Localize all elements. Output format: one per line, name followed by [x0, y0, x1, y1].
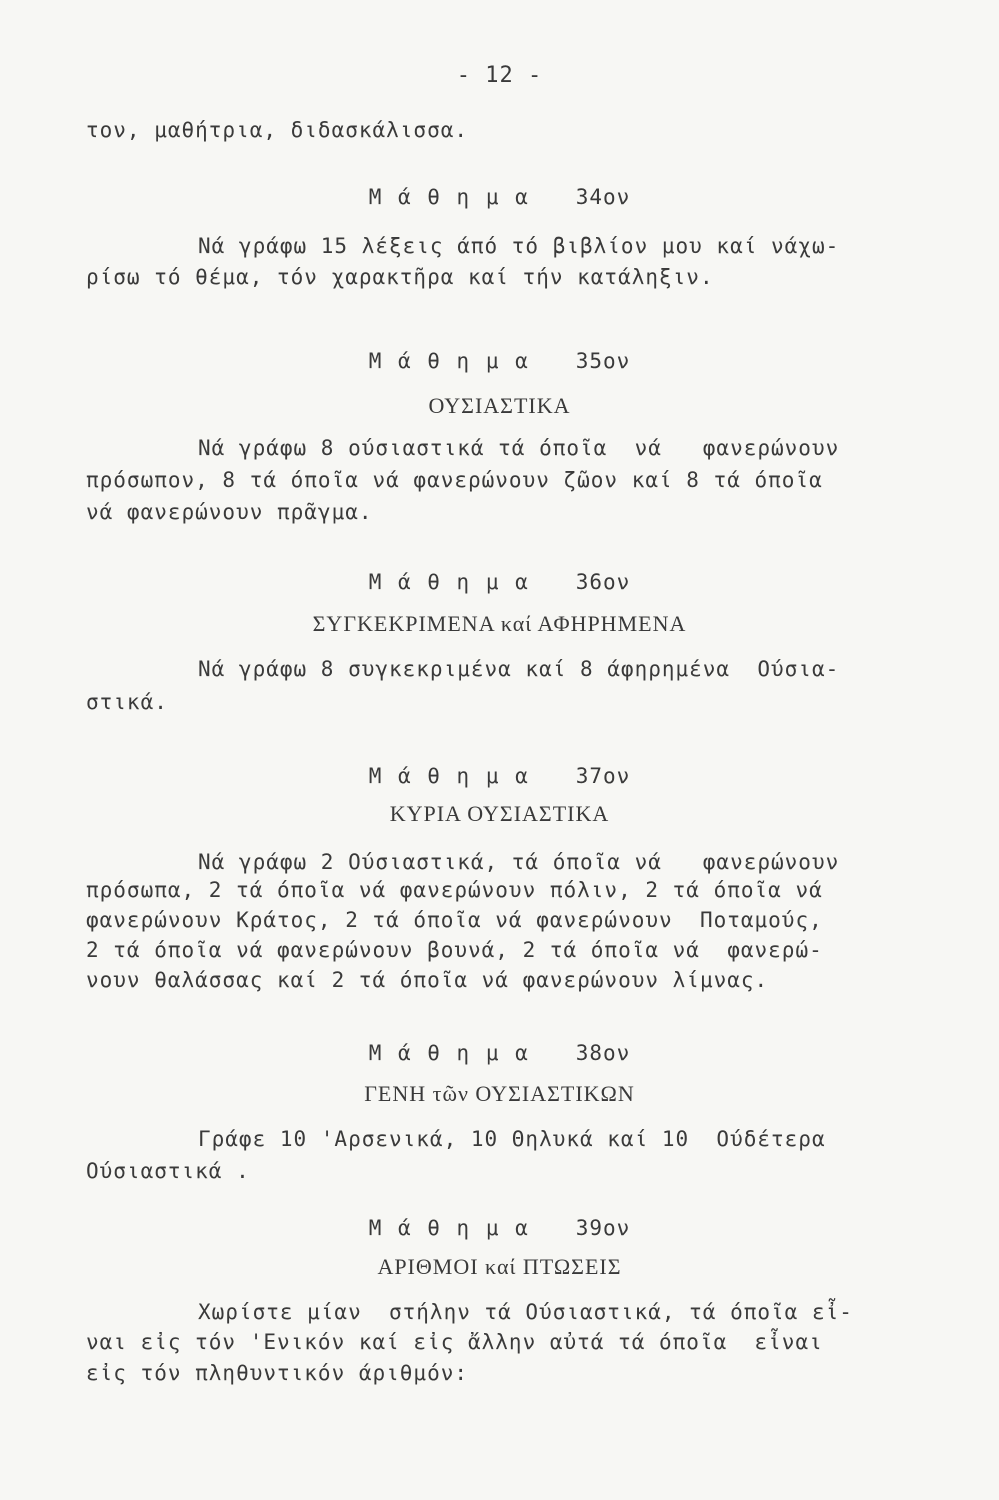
lesson-35-line-2: πρόσωπον, 8 τά όποῖα νά φανερώνουν ζῶον καί 8 τά όποῖα [86, 468, 823, 492]
lesson-37-line-5: νουν θαλάσσας καί 2 τά όποῖα νά φανερώνουν λίμνας. [86, 968, 769, 992]
lesson-37-line-4: 2 τά όποῖα νά φανερώνουν βουνά, 2 τά όποῖα νά φανερώ- [86, 938, 823, 962]
lesson-34-title: Μ ά θ η μ α 34ον [368, 185, 631, 209]
lesson-38-line-2: Ούσιαστικά . [86, 1159, 250, 1183]
lesson-39-title: Μ ά θ η μ α 39ον [368, 1216, 631, 1240]
lesson-35-line-1: Νά γράφω 8 ούσιαστικά τά όποῖα νά φανερώνουν [198, 436, 840, 460]
lesson-39-line-1: Χωρίστε μίαν στήλην τά Ούσιαστικά, τά όποῖα εἶ- [198, 1300, 853, 1324]
lesson-38-line-1: Γράφε 10 'Αρσενικά, 10 Θηλυκά καί 10 Ούδέτερα [198, 1127, 826, 1151]
lesson-36-line-1: Νά γράφω 8 συγκεκριμένα καί 8 άφηρημένα Ούσια- [198, 657, 840, 681]
lesson-34-line-2: ρίσω τό θέμα, τόν χαρακτῆρα καί τήν κατάληξιν. [86, 265, 714, 289]
lesson-39-heading: ΑΡΙΘΜΟΙ καί ΠΤΩΣΕΙΣ [377, 1254, 622, 1279]
page-number: - 12 - [456, 63, 543, 88]
lesson-37-title: Μ ά θ η μ α 37ον [368, 764, 631, 788]
intro-line: τον, μαθήτρια, διδασκάλισσα. [86, 118, 469, 142]
lesson-39-line-2: ναι εἰς τόν 'Ενικόν καί εἰς ἄλλην αὐτά τά όποῖα εἶναι [86, 1330, 823, 1354]
lesson-37-heading: ΚΥΡΙΑ ΟΥΣΙΑΣΤΙΚΑ [389, 801, 610, 826]
lesson-39-line-3: εἰς τόν πληθυντικόν άριθμόν: [86, 1361, 469, 1385]
lesson-38-title: Μ ά θ η μ α 38ον [368, 1041, 631, 1065]
lesson-36-heading: ΣΥΓΚΕΚΡΙΜΕΝΑ καί ΑΦΗΡΗΜΕΝΑ [312, 611, 687, 636]
lesson-35-heading: ΟΥΣΙΑΣΤΙΚΑ [428, 393, 571, 418]
lesson-38-heading: ΓΕΝΗ τῶν ΟΥΣΙΑΣΤΙΚΩΝ [364, 1081, 635, 1106]
lesson-37-line-3: φανερώνουν Κράτος, 2 τά όποῖα νά φανερώνουν Ποταμούς, [86, 908, 823, 932]
lesson-34-line-1: Νά γράφω 15 λέξεις άπό τό βιβλίον μου καί νάχω- [198, 234, 840, 258]
lesson-37-line-2: πρόσωπα, 2 τά όποῖα νά φανερώνουν πόλιν, 2 τά όποῖα νά [86, 878, 823, 902]
lesson-35-line-3: νά φανερώνουν πρᾶγμα. [86, 500, 373, 524]
lesson-35-title: Μ ά θ η μ α 35ον [368, 349, 631, 373]
lesson-37-line-1: Νά γράφω 2 Ούσιαστικά, τά όποῖα νά φανερώνουν [198, 850, 840, 874]
lesson-36-title: Μ ά θ η μ α 36ον [368, 570, 631, 594]
lesson-36-line-2: στικά. [86, 690, 168, 714]
